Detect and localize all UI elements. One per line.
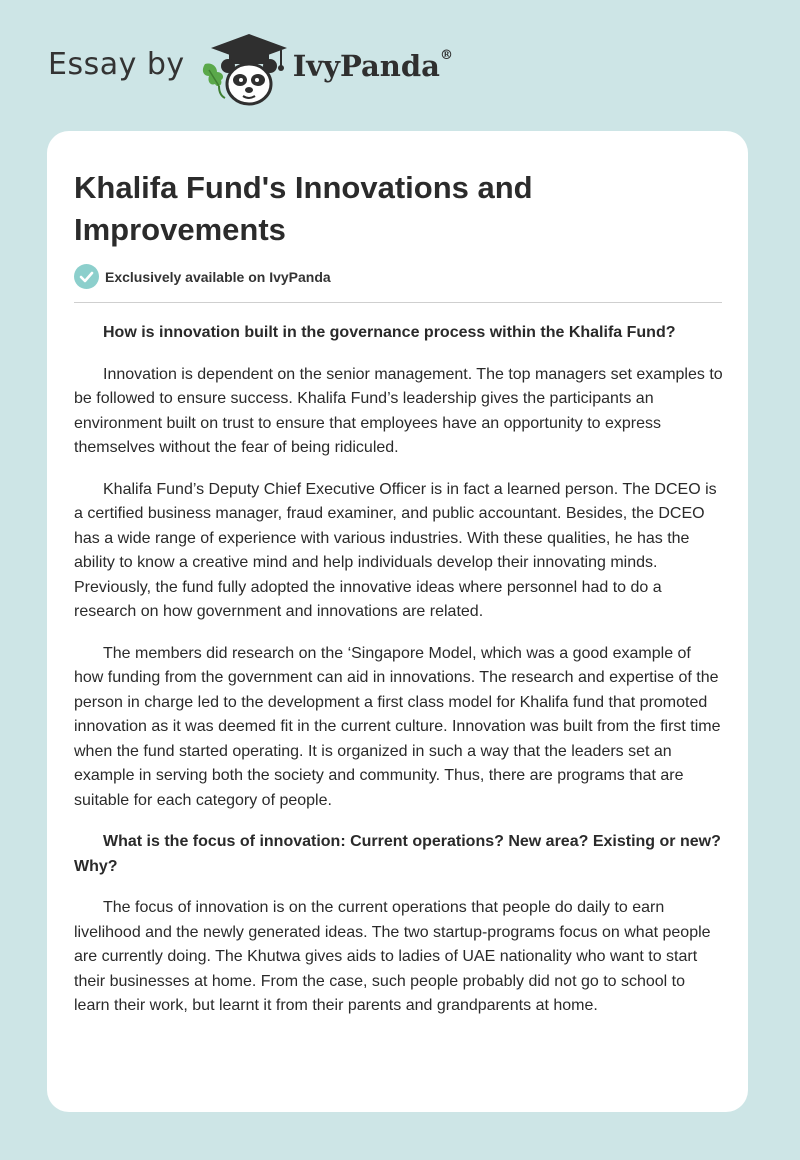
checkmark-icon [74,264,99,289]
paragraph: The members did research on the ‘Singapore Model, which was a good example of how funding from the government can aid in innovations. The research and expertise of the person in charge led to the development a first class model for Khalifa fund that promoted innovation as it was deemed fit in the current culture. Innovation was built from the first time when the fund started operating. It is organized in such a way that the leaders set an example in serving both the society and community. Thus, there are programs that are suitable for each category of people. [74,644,721,809]
essay-card [47,131,748,1112]
essay-body [74,321,724,1036]
page-title: Khalifa Fund's Innovations and Improvements [74,170,533,247]
paragraph: Innovation is dependent on the senior management. The top managers set examples to be followed to ensure success. Khalifa Fund’s leadership gives the participants an environment built on trust to ensure that employees have an opportunity to express themselves without the fear of being ridiculed. [74,365,723,456]
site-header [48,30,453,110]
divider [74,302,722,303]
brand-name[interactable] [293,49,453,83]
brand-text: IvyPanda [292,49,440,83]
essay-by-label: Essay by [48,46,185,82]
exclusive-badge [74,264,331,289]
section-question: How is innovation built in the governance process within the Khalifa Fund? [103,324,676,341]
ivypanda-logo[interactable] [199,30,289,110]
paragraph: Khalifa Fund’s Deputy Chief Executive Officer is in fact a learned person. The DCEO is a certified business manager, fraud examiner, and public accountant. Besides, the DCEO has a wide range of experience with various industries. With these qualities, he has the ability to know a creative mind and help individuals develop their innovating minds. Previously, the fund fully adopted the innovative ideas where personnel had to do a research on how government and innovations are related. [74,480,717,620]
section-question: What is the focus of innovation: Current operations? New area? Existing or new? Why? [74,833,721,875]
paragraph: The focus of innovation is on the current operations that people do daily to earn livelihood and the newly generated ideas. The two startup-programs focus on what people are currently doing. The Khutwa gives aids to ladies of UAE nationality who want to start their businesses at home. From the case, such people probably did not go to school to learn their work, but learnt it from their parents and grandparents at home. [74,899,711,1014]
registered-mark: ® [439,48,453,64]
exclusive-badge-label: Exclusively available on IvyPanda [105,268,331,285]
panda-graduation-cap-icon [199,30,289,110]
